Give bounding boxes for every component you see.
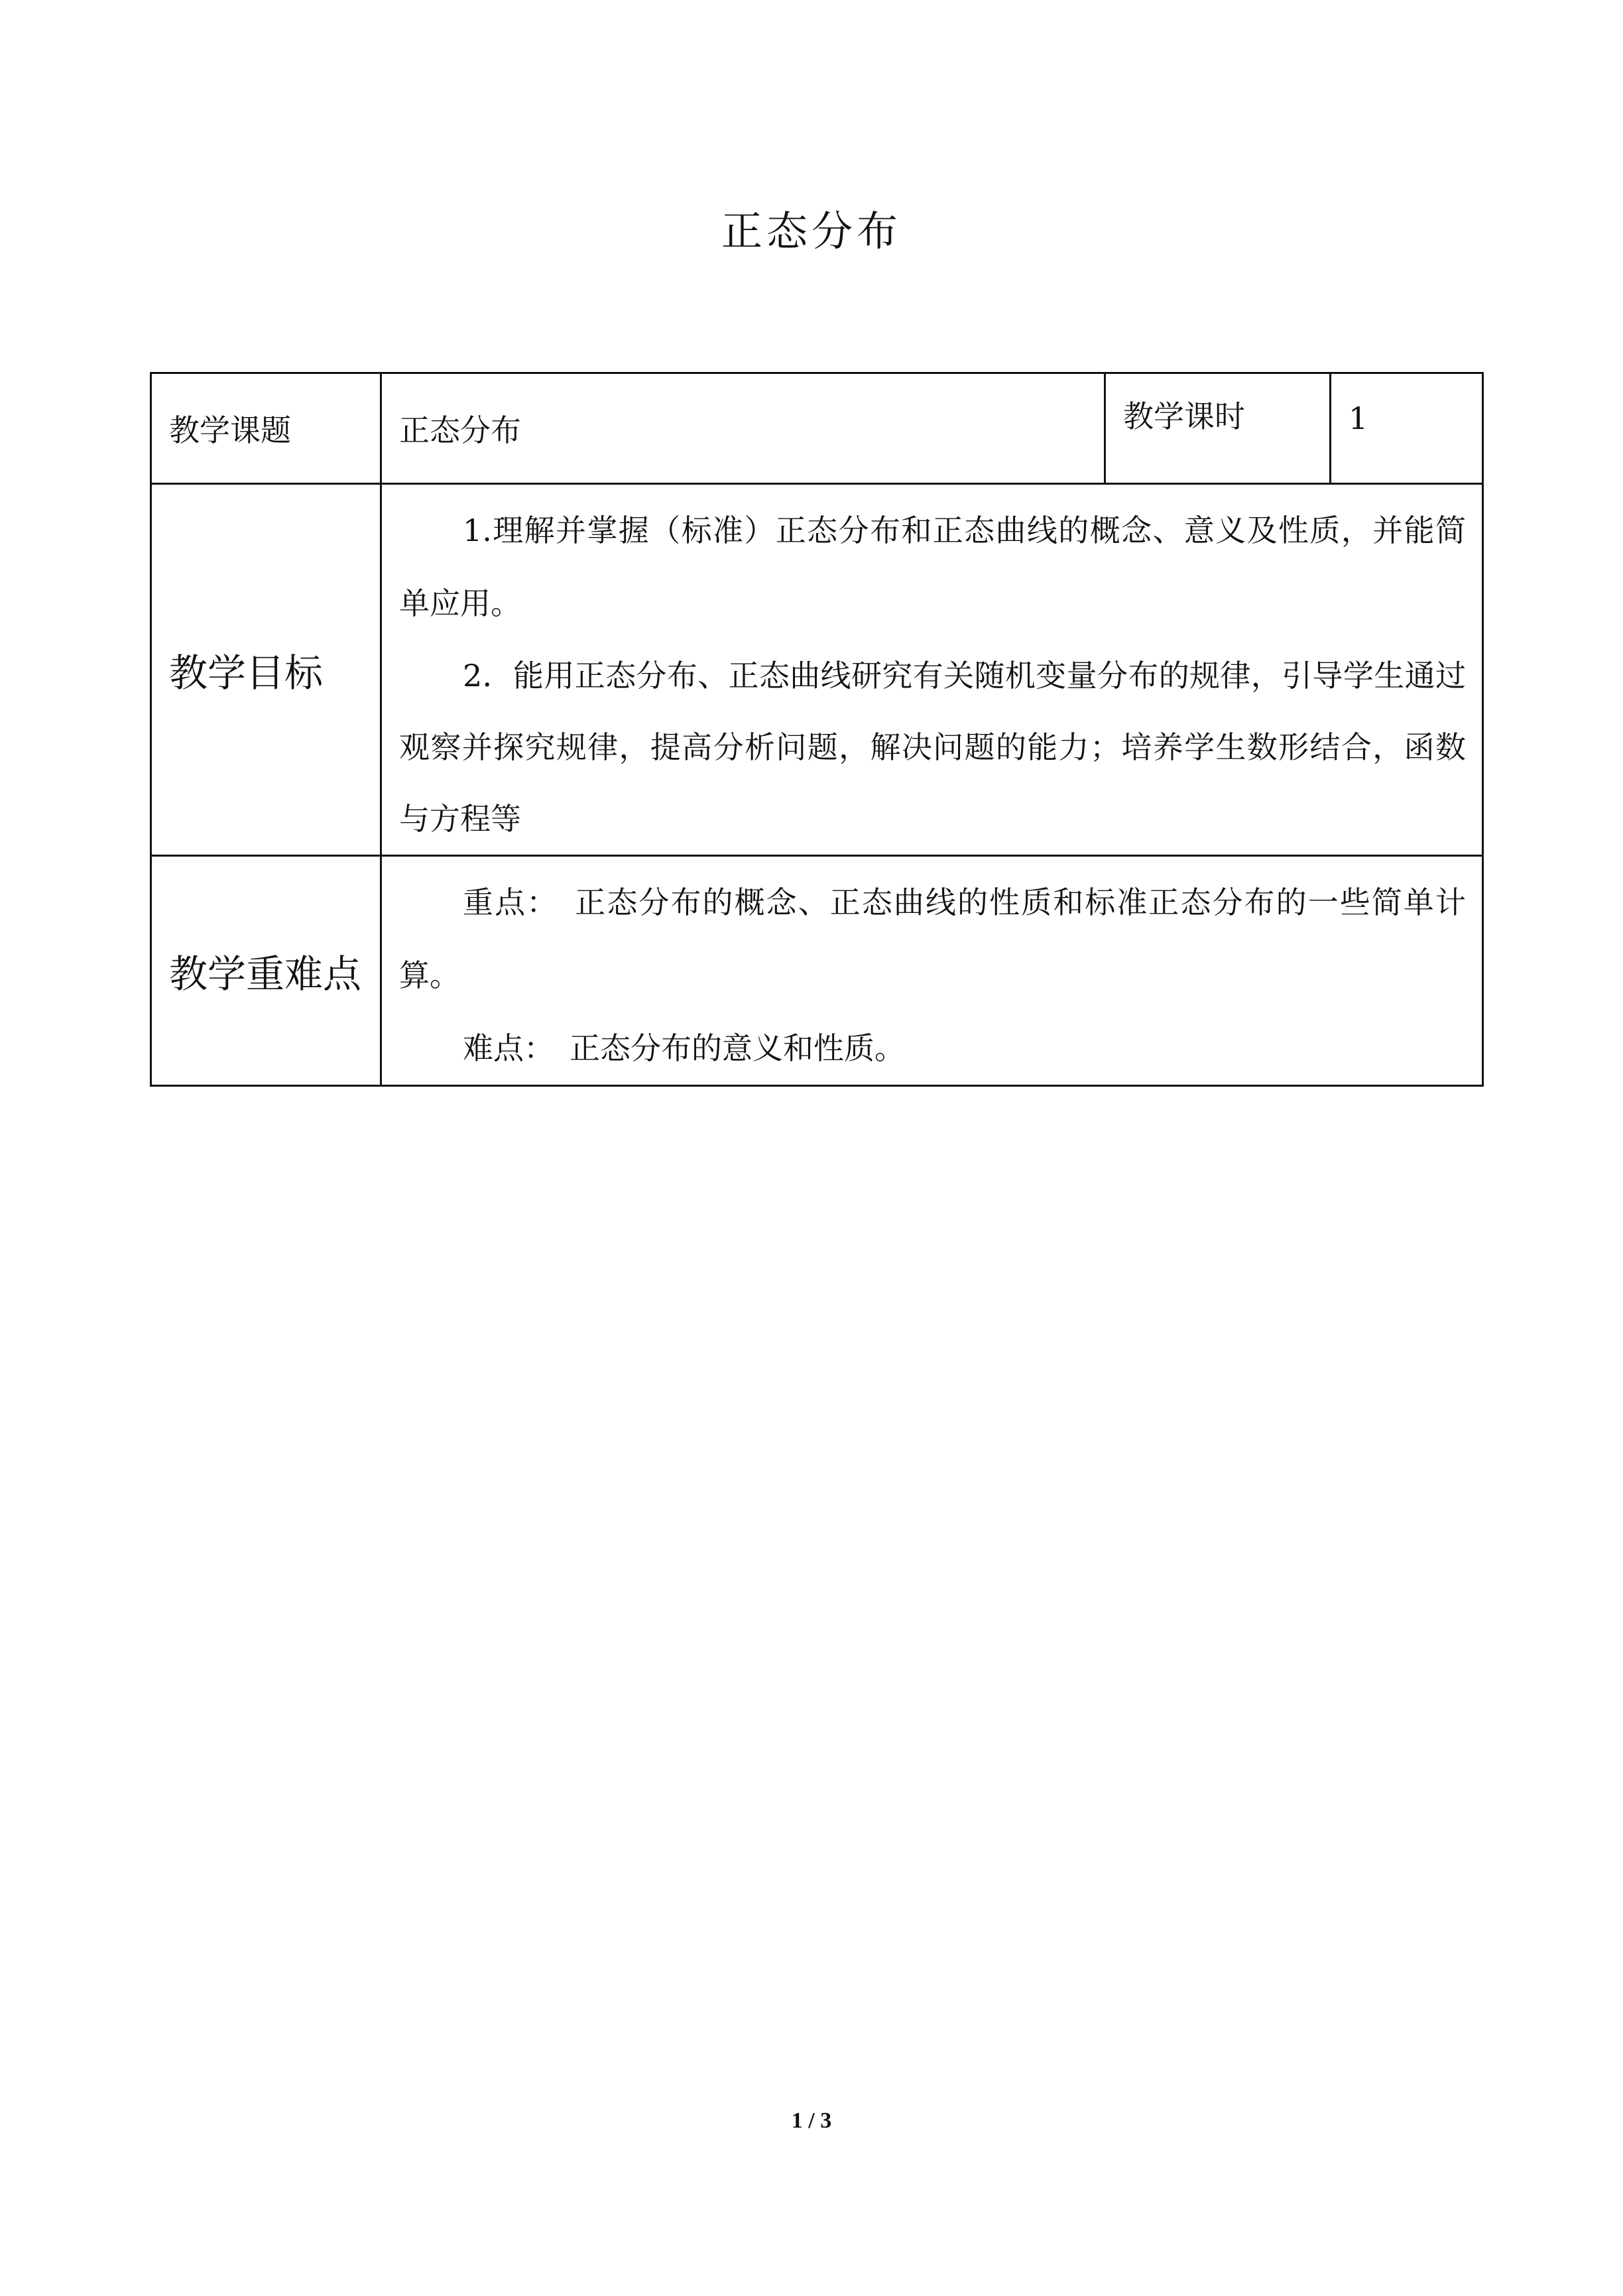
table-row-topic	[151, 373, 1483, 484]
page-number: 1 / 3	[791, 2108, 832, 2133]
topic-label-cell	[151, 373, 381, 484]
keys-content-cell	[381, 856, 1483, 1086]
goals-label-cell	[151, 484, 381, 856]
document-title: 正态分布	[721, 207, 902, 255]
keys-label-cell	[151, 856, 381, 1086]
topic-value-cell	[381, 373, 1105, 484]
table-row-goals	[151, 484, 1483, 856]
hours-label-cell	[1105, 373, 1331, 484]
lesson-plan-table	[150, 372, 1484, 1087]
topic-label: 教学课题	[169, 412, 291, 448]
goals-label: 教学目标	[169, 650, 324, 695]
goals-content-cell	[381, 484, 1483, 856]
key-points: 重点： 正态分布的概念、正态曲线的性质和标准正态分布的一些简单计算。	[399, 884, 1466, 993]
topic-value: 正态分布	[399, 412, 521, 448]
goal-item: 1.理解并掌握（标准）正态分布和正态曲线的概念、意义及性质，并能简单应用。	[399, 513, 1466, 621]
table-row-key-difficult	[151, 856, 1483, 1086]
goal-item: 2．能用正态分布、正态曲线研究有关随机变量分布的规律，引导学生通过观察并探究规律，提高分析问题，解决问题的能力；培养学生数形结合，函数与方程等	[399, 658, 1466, 837]
difficult-points: 难点： 正态分布的意义和性质。	[463, 1030, 905, 1066]
hours-value: 1	[1349, 400, 1368, 436]
hours-value-cell	[1331, 373, 1483, 484]
hours-label: 教学课时	[1123, 398, 1245, 434]
keys-label: 教学重难点	[169, 951, 362, 997]
